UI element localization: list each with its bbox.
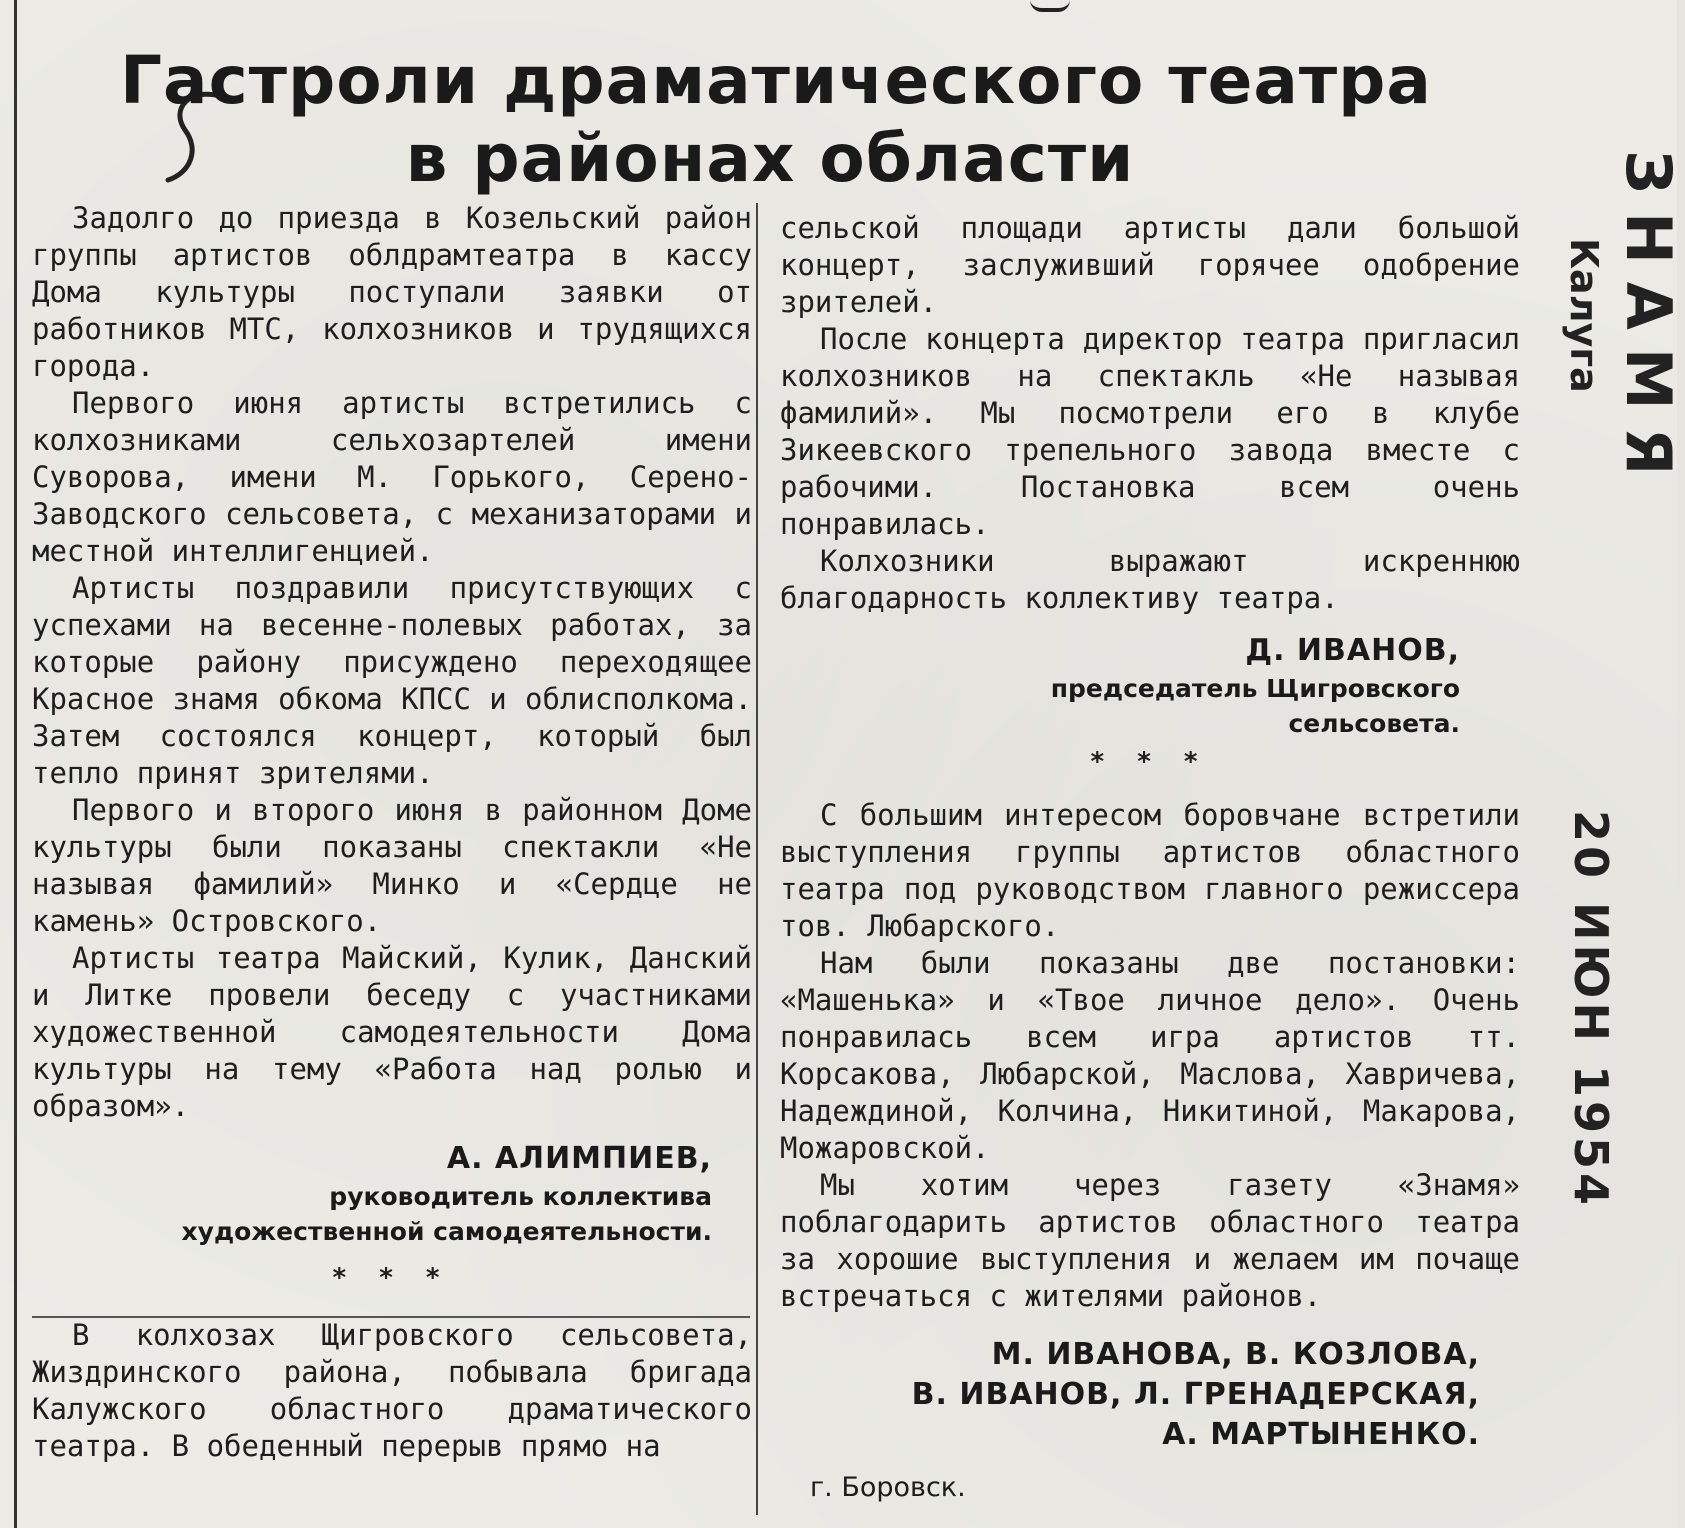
right-column xyxy=(780,210,1520,1455)
paragraph: Нам были показаны две постановки: «Машенька» и «Твое личное дело». Очень понравилась всем игра артистов тт. Корсакова, Любарской, Маслова, Хавричева, Надеждиной, Колчина, Никитиной, Макарова, Можаровской. xyxy=(780,946,1520,1165)
signature-line-3: А. МАРТЫНЕНКО. xyxy=(1162,1417,1480,1452)
paragraph: Мы хотим через газету «Знамя» поблагодарить артистов областного театра за хорошие выступления и желаем им почаще встречаться с жителями районов. xyxy=(780,1168,1520,1313)
place-label: г. Боровск. xyxy=(810,1472,966,1503)
signature-name: Д. ИВАНОВ, xyxy=(1245,633,1460,668)
paragraph: С большим интересом боровчане встретили выступления группы артистов областного театра под руководством главного режиссера тов. Любарского. xyxy=(780,798,1520,943)
section-separator: * * * xyxy=(332,1263,452,1293)
headline-line-1: Гастроли драматического театра xyxy=(120,42,1432,119)
signature-line-1: М. ИВАНОВА, В. КОЗЛОВА, xyxy=(991,1337,1480,1372)
signature-line-2: В. ИВАНОВ, Л. ГРЕНАДЕРСКАЯ, xyxy=(911,1377,1480,1412)
paragraph: Артисты поздравили присутствующих с успехами на весенне-полевых работах, за которые району присуждено переходящее Красное знамя обкома КПСС и облисполкома. Затем состоялся концерт, который был тепло принят зрителями. xyxy=(32,571,752,790)
paragraph: После концерта директор театра пригласил колхозников на спектакль «Не называя фамилий». Мы посмотрели его в клубе Зикеевского трепельного завода вместе с рабочими. Постановка всем очень понравилась. xyxy=(780,322,1520,541)
paragraph: Первого июня артисты встретились с колхозниками сельхозартелей имени Суворова, имени М. Горького, Серено-Заводского сельсовета, с механизаторами и местной интеллигенцией. xyxy=(32,386,752,568)
paragraph: сельской площади артисты дали большой концерт, заслуживший горячее одобрение зрителей. xyxy=(780,211,1520,319)
section-separator: * * * xyxy=(1090,747,1210,777)
signature-alimpiev xyxy=(32,1139,752,1249)
signature-name: А. АЛИМПИЕВ, xyxy=(446,1141,712,1176)
paragraph: Первого и второго июня в районном Доме культуры были показаны спектакли «Не называя фамилий» Минко и «Сердце не камень» Островского. xyxy=(32,793,752,938)
top-edge-mark xyxy=(1030,0,1070,12)
paragraph: Задолго до приезда в Козельский район группы артистов облдрамтеатра в кассу Дома культуры поступали заявки от работников МТС, колхозников и трудящихся города. xyxy=(32,201,752,383)
stamp-city: Калуга xyxy=(1562,238,1606,393)
signature-role-2: художественной самодеятельности. xyxy=(181,1217,712,1246)
paragraph: Артисты театра Майский, Кулик, Данский и Литке провели беседу с участниками художественной самодеятельности Дома культуры на тему «Работа над ролью и образом». xyxy=(32,941,752,1123)
headline xyxy=(120,42,1432,198)
signature-ivanov xyxy=(780,631,1520,741)
left-border-rule xyxy=(14,0,17,1528)
signature-role-1: председатель Щигровского xyxy=(1050,674,1460,703)
column-divider xyxy=(756,203,758,1515)
masthead-fragment: ЗНАМЯ xyxy=(1612,150,1685,494)
left-column xyxy=(32,200,752,1465)
signature-role-2: сельсовета. xyxy=(1288,709,1460,738)
paragraph: Колхозники выражают искреннюю благодарность коллективу театра. xyxy=(780,544,1520,615)
stamp-date: 20 ИЮН 1954 xyxy=(1564,810,1618,1210)
signature-role-1: руководитель коллектива xyxy=(329,1182,712,1211)
signature-group xyxy=(780,1335,1520,1455)
headline-line-2: в районах области xyxy=(405,120,1135,197)
paragraph: В колхозах Щигровского сельсовета, Жиздринского района, побывала бригада Калужского областного драматического театра. В обеденный перерыв прямо на xyxy=(32,1318,752,1463)
margin-stamp xyxy=(1562,150,1685,1250)
